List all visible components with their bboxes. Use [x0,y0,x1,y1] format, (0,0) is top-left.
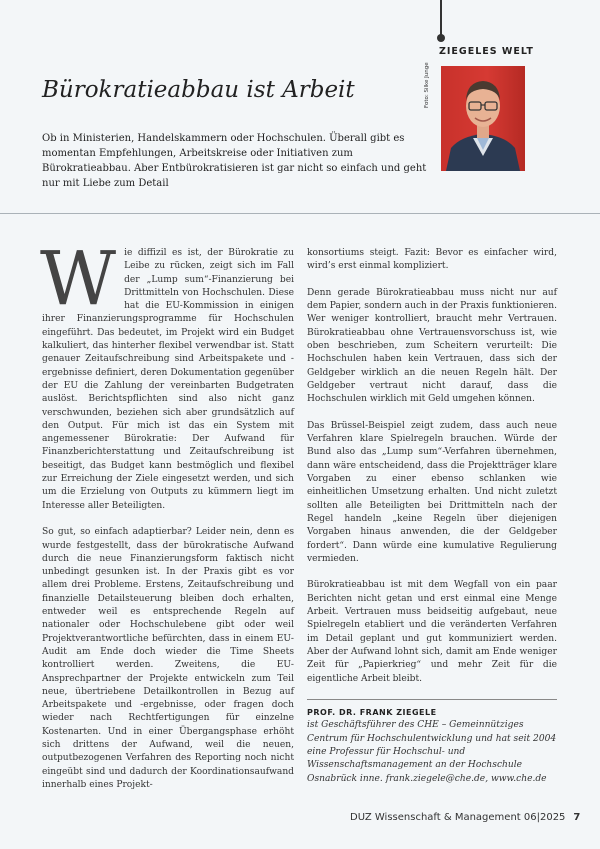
body-paragraph: konsortiums steigt. Fazit: Bevor es einfacher wird, wird’s erst einmal kompliziert. [307,248,557,272]
decorative-dot [437,34,445,42]
dropcap: W [40,236,117,322]
body-paragraph: ie diffizil es ist, der Bürokratie zu Leibe zu rücken, zeigt sich im Fall der „Lump sum“-Finanzierung bei Drittmitteln von Hochschulen. Diese hat die EU-Kommission in einigen ihrer Finanzierungsprogramme für Hochschulen eingeführt. Das bedeutet, im Projekt wird ein Budget kalkuliert, das hinterher flexibel verwendbar ist. Statt genauer Zeitaufschreibung sind Arbeitspakete und -ergebnisse definiert, deren Dokumentation gegenüber der EU die Zahlung der vereinbarten Budgetraten auslöst. Berichtspflichten sind also nicht ganz verschwunden, beziehen sich aber grundsätzlich auf den Output. Für mich ist das ein System mit angemessener Bürokratie: Der Aufwand für Finanzberichterstattung und Zeitaufschreibung ist beseitigt, das Budget kann bestmöglich und flexibel zur Erreichung der Ziele eingesetzt werden, und sich um die Erzielung von Outputs zu kümmern liegt im Interesse aller Beteiligten. [42,248,294,511]
body-paragraph: So gut, so einfach adaptierbar? Leider nein, denn es wurde festgestellt, dass der bürokratische Aufwand durch die neue Finanzierungsform faktisch nicht unbedingt gesunken ist. In der Praxis gibt es vor allem drei Probleme. Erstens, Zeitaufschreibung und finanzielle Detailsteuerung bleiben doch erhalten, entweder weil es entsprechende Regeln auf nationaler oder Hochschulebene gibt oder weil Projektverantwortliche befürchten, dass in einem EU-Audit am Ende doch wieder die Time Sheets kontrolliert werden. Zweitens, die EU-Ansprechpartner der Projekte entwickeln zum Teil neue, übertriebene Detailkontrollen in Bezug auf Arbeitspakete und -ergebnisse, oder fragen doch wieder nach Rechtfertigungen für einzelne Kostenarten. Und in einer Übergangsphase erhöht sich drittens der Aufwand, weil die neuen, outputbezogenen Verfahren des Reporting noch nicht eingeübt sind und dadurch der Koordinationsaufwand innerhalb eines Projekt- [42,527,294,790]
page-title: Bürokratieabbau ist Arbeit [42,77,355,103]
photo-credit: Foto: Silke Junge [424,62,430,108]
author-photo [441,66,525,171]
body-paragraph: Denn gerade Bürokratieabbau muss nicht nur auf dem Papier, sondern auch in der Praxis funktionieren. Wer weniger kontrolliert, braucht mehr Vertrauen. Bürokratieabbau ohne Vertrauensvorschuss ist, wie oben beschrieben, zum Scheitern verurteilt: Die Hochschulen haben kein Vertrauen, dass sich der Geldgeber wirklich an die neuen Regeln hält. Der Geldgeber vertraut nicht darauf, dass die Hochschulen wirklich mit Geld umgehen können. [307,287,557,405]
section-divider [0,213,600,214]
body-paragraph: Bürokratieabbau ist mit dem Wegfall von ein paar Berichten nicht getan und erst einmal eine Menge Arbeit. Vertrauen muss beidseitig aufgebaut, neue Spielregeln etabliert und die veränderten Verfahren im Detail geplant und gut kommuniziert werden. Aber der Aufwand lohnt sich, damit am Ende weniger Zeit für „Papierkrieg“ und mehr Zeit für die eigentliche Arbeit bleibt. [307,580,557,684]
article-column-left [40,236,294,805]
author-name: PROF. DR. FRANK ZIEGELE [307,708,437,718]
article-column-right [307,247,557,786]
author-bio: ist Geschäftsführer des CHE – Gemeinnütziges Centrum für Hochschulentwicklung und hat seit 2004 eine Professur für Hochschul- und Wissenschaftsmanagement an der Hochschule Osnabrück inne. frank.ziegele@che.de, www.che.de [307,720,557,784]
page-footer [350,812,580,823]
decorative-top-line [440,0,442,38]
page-number: 7 [573,812,581,823]
lead-paragraph: Ob in Ministerien, Handelskammern oder Hochschulen. Überall gibt es momentan Empfehlungen, Arbeitskreise oder Initiativen zum Bürokratieabbau. Aber Entbürokratisieren ist gar nicht so einfach und geht nur mit Liebe zum Detail [42,133,427,189]
publication-name: DUZ Wissenschaft & Management 06|2025 [350,812,566,823]
author-divider [307,699,557,700]
body-paragraph: Das Brüssel-Beispiel zeigt zudem, dass auch neue Verfahren klare Spielregeln brauchen. Würde der Bund also das „Lump sum“-Verfahren übernehmen, dann wäre entscheidend, dass die Projektträger klare Vorgaben zu einer ebenso schlanken wie einheitlichen Umsetzung erhalten. Und nicht zuletzt sollten alle Beteiligten bei Drittmitteln nach der Regel handeln „keine Regeln über diejenigen Vorgaben hinaus anwenden, die der Geldgeber fordert“. Dann würde eine kumulative Regulierung vermieden. [307,420,557,564]
section-label: ZIEGELES WELT [439,46,534,57]
